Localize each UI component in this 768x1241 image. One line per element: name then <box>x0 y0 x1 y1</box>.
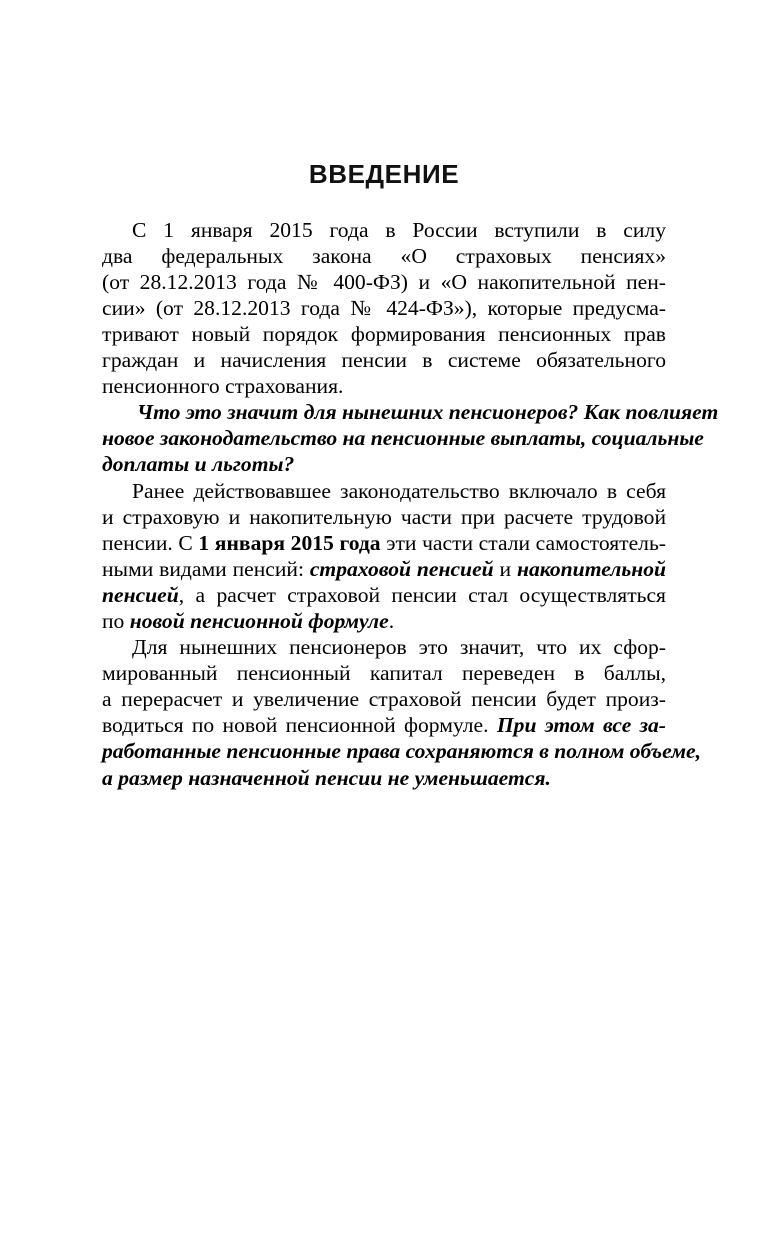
emphasis-bold-date: 1 января 2015 года <box>198 530 381 555</box>
line-text: эти части стали самостоятель- <box>380 530 666 555</box>
text-line <box>102 660 666 686</box>
emphasis-insurance-pension: страховой пенсией <box>309 556 494 581</box>
text-line <box>102 765 666 791</box>
text-line <box>102 738 701 764</box>
emphasis-rights-preserved-2: работанные пенсионные права сохраняются в полном объеме, <box>102 739 701 764</box>
line-text: сии» (от 28.12.2013 года № 424-ФЗ»), которые предусма- <box>102 295 666 320</box>
line-text: доплаты и льготы? <box>102 452 295 477</box>
line-text: водиться по новой пенсионной формуле. <box>102 713 497 738</box>
text-line <box>102 243 666 269</box>
line-text: а перерасчет и увеличение страховой пенсии будет произ- <box>102 687 666 712</box>
line-text: (от 28.12.2013 года № 400-ФЗ) и «О накопительной пен- <box>102 269 666 294</box>
line-text: два федеральных закона «О страховых пенсиях» <box>102 243 666 268</box>
text-line <box>102 634 666 660</box>
paragraph-intro-laws <box>102 217 666 400</box>
line-text: пенсии. С <box>102 530 199 555</box>
emphasis-new-formula: новой пенсионной формуле <box>129 609 389 633</box>
line-text: по <box>102 609 130 633</box>
text-line <box>102 217 666 243</box>
text-line <box>102 478 666 504</box>
text-line <box>102 399 719 425</box>
text-line <box>102 712 666 738</box>
text-line <box>102 321 666 347</box>
text-line <box>102 269 666 295</box>
line-text: тривают новый порядок формирования пенсионных прав <box>102 321 666 346</box>
text-line <box>102 686 666 712</box>
page-content <box>102 159 719 791</box>
paragraph-previous-legislation <box>102 478 666 635</box>
text-line <box>102 608 666 634</box>
emphasis-funded-pension-cont: пенсией <box>102 582 179 607</box>
text-line <box>102 530 666 556</box>
paragraph-current-pensioners <box>102 634 701 791</box>
paragraph-question-block <box>102 399 719 477</box>
line-text: Для нынешних пенсионеров это значит, что их сфор- <box>132 635 666 660</box>
line-text: пенсионного страхования. <box>102 374 344 399</box>
line-text: , а расчет страховой пенсии стал осуществляться <box>178 582 666 607</box>
text-line <box>102 504 666 530</box>
line-text: и <box>493 556 517 581</box>
text-line <box>102 295 666 321</box>
line-text: . <box>388 609 395 633</box>
line-text: мированный пенсионный капитал переведен в баллы, <box>102 661 666 686</box>
line-text: новое законодательство на пенсионные выплаты, социальные <box>102 426 704 451</box>
page-title: ВВЕДЕНИЕ <box>308 159 460 189</box>
line-text: С 1 января 2015 года в России вступили в силу <box>132 217 666 242</box>
emphasis-rights-preserved-3: а размер назначенной пенсии не уменьшается. <box>102 765 551 790</box>
emphasis-rights-preserved-1: При этом все за- <box>496 713 667 738</box>
line-text: граждан и начисления пенсии в системе обязательного <box>102 348 666 373</box>
line-text: и страховую и накопительную части при расчете трудовой <box>102 504 666 529</box>
emphasis-funded-pension: накопительной <box>516 556 666 581</box>
text-line <box>102 373 666 399</box>
text-line <box>102 347 666 373</box>
text-line <box>102 582 666 608</box>
text-line <box>102 556 666 582</box>
line-text: Что это значит для нынешних пенсионеров? Как повлияет <box>137 400 719 425</box>
text-line <box>102 425 704 451</box>
line-text: Ранее действовавшее законодательство включало в себя <box>132 478 666 503</box>
line-text: ными видами пенсий: <box>102 556 310 581</box>
text-line <box>102 451 666 477</box>
